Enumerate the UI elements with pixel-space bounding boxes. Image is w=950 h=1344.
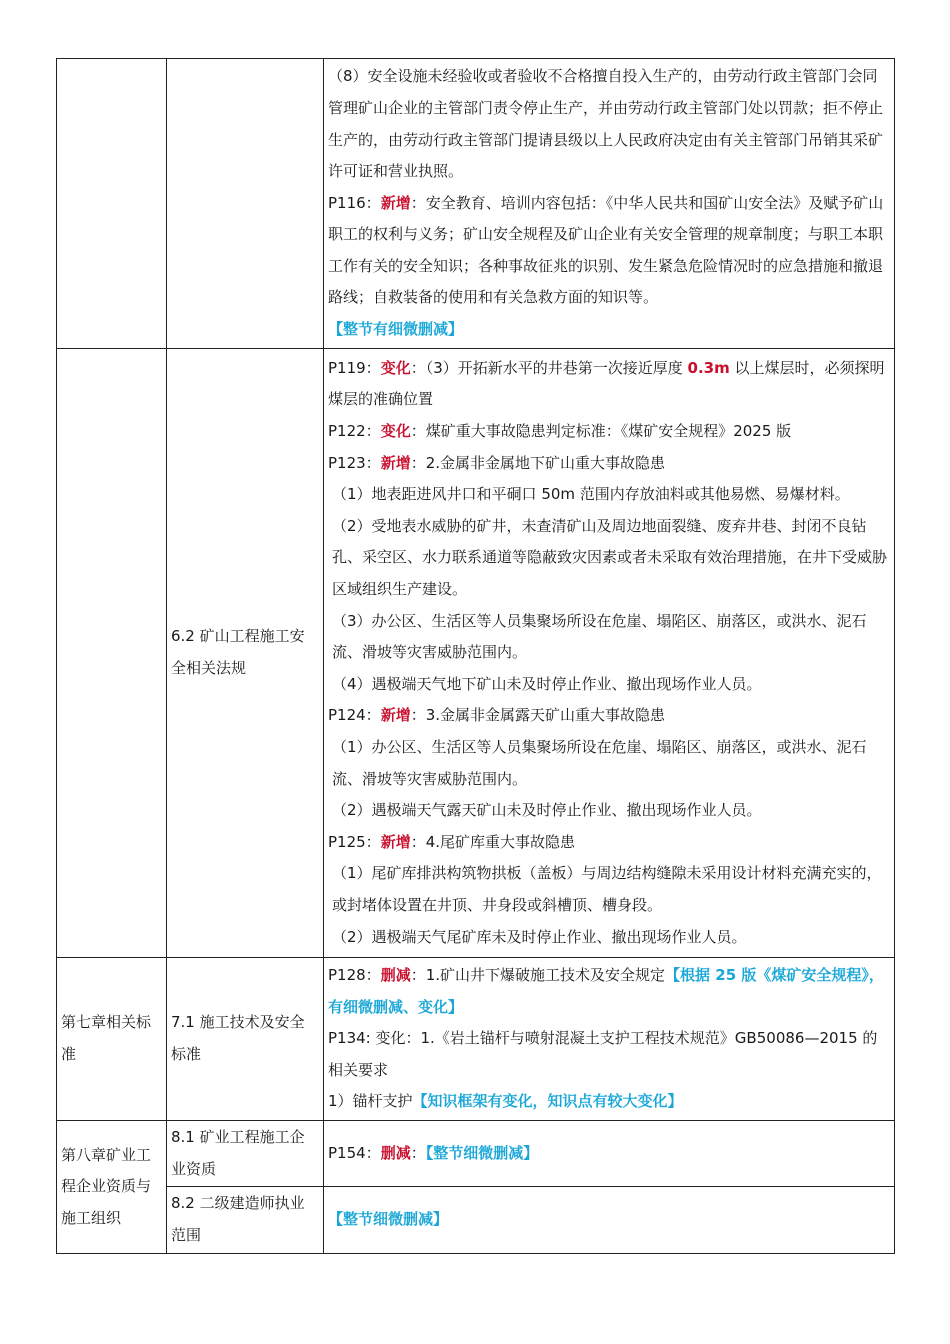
tag-added: 新增 bbox=[380, 453, 411, 472]
bolt-entry: 1）锚杆支护【知识框架有变化，知识点有较大变化】 bbox=[328, 1092, 683, 1111]
p119-entry: P119：变化：（3）开拓新水平的井巷第一次接近厚度 0.3m 以上煤层时，必须探明煤层的准确位置 bbox=[328, 358, 885, 409]
list-item: （1）办公区、生活区等人员集聚场所设在危崖、塌陷区、崩落区，或洪水、泥石流、滑坡等灾害威胁范围内。 bbox=[332, 737, 867, 788]
list-item: （3）办公区、生活区等人员集聚场所设在危崖、塌陷区、崩落区，或洪水、泥石流、滑坡等灾害威胁范围内。 bbox=[332, 611, 867, 662]
chapter-cell bbox=[57, 59, 167, 349]
p123-entry: P123：新增：2.金属非金属地下矿山重大事故隐患 bbox=[328, 453, 666, 472]
content-cell bbox=[324, 1121, 895, 1187]
content-cell bbox=[324, 958, 895, 1121]
p134-entry: P134: 变化：1.《岩土锚杆与喷射混凝土支护工程技术规范》GB50086—2015 的相关要求 bbox=[328, 1029, 878, 1079]
list-item: （1）地表距进风井口和平硐口 50m 范围内存放油料或其他易燃、易爆材料。 bbox=[332, 485, 850, 504]
list-item: （1）尾矿库排洪构筑物拱板（盖板）与周边结构缝隙未采用设计材料充满充实的，或封堵体设置在井顶、井身段或斜槽顶、槽身段。 bbox=[332, 864, 882, 914]
chapter-cell bbox=[57, 349, 167, 958]
tag-added: 新增 bbox=[380, 832, 411, 851]
note: 【整节细微删减】 bbox=[425, 1143, 539, 1162]
tag-added: 新增 bbox=[380, 193, 411, 212]
tag-added: 新增 bbox=[380, 706, 411, 725]
chapter-cell: 第八章矿业工程企业资质与施工组织 bbox=[57, 1121, 167, 1254]
content-cell bbox=[324, 349, 895, 958]
p125-entry: P125：新增：4.尾矿库重大事故隐患 bbox=[328, 832, 576, 851]
p116-entry: P116：新增：安全教育、培训内容包括：《中华人民共和国矿山安全法》及赋予矿山职工的权利与义务；矿山安全规程及矿山企业有关安全管理的规章制度；与职工本职工作有关的安全知识；各种事故征兆的识别、发生紧急危险情况时的应急措施和撤退路线；自救装备的使用和有关急救方面的知识等。 bbox=[328, 193, 884, 307]
tag-removed: 删减 bbox=[380, 966, 411, 985]
tag-changed: 变化 bbox=[380, 358, 411, 377]
content-cell bbox=[324, 1187, 895, 1254]
p128-entry: P128：删减：1.矿山井下爆破施工技术及安全规定【根据 25 版《煤矿安全规程》，有细微删减、变化】 bbox=[328, 966, 884, 1016]
section-cell: 6.2 矿山工程施工安全相关法规 bbox=[167, 349, 324, 958]
tag-removed: 删减 bbox=[380, 1143, 411, 1162]
note: 【知识框架有变化，知识点有较大变化】 bbox=[412, 1092, 683, 1111]
list-item: （4）遇极端天气地下矿山未及时停止作业、撤出现场作业人员。 bbox=[332, 674, 762, 693]
list-item: （2）遇极端天气露天矿山未及时停止作业、撤出现场作业人员。 bbox=[332, 801, 762, 820]
table-row bbox=[57, 958, 895, 1121]
p124-entry: P124：新增：3.金属非金属露天矿山重大事故隐患 bbox=[328, 706, 666, 725]
item-8-text: （8）安全设施未经验收或者验收不合格擅自投入生产的，由劳动行政主管部门会同管理矿山企业的主管部门责令停止生产，并由劳动行政主管部门处以罚款；拒不停止生产的，由劳动行政主管部门提请县级以上人民政府决定由有关主管部门吊销其采矿许可证和营业执照。 bbox=[328, 67, 884, 181]
table-row bbox=[57, 1187, 895, 1254]
table-row bbox=[57, 349, 895, 958]
table-row bbox=[57, 59, 895, 349]
note: 【根据 25 版《煤矿安全规程》，有细微删减、变化】 bbox=[328, 966, 884, 1016]
content-cell bbox=[324, 59, 895, 349]
section-cell: 8.1 矿业工程施工企业资质 bbox=[167, 1121, 324, 1187]
revision-table bbox=[56, 58, 895, 1254]
p122-entry: P122：变化：煤矿重大事故隐患判定标准：《煤矿安全规程》2025 版 bbox=[328, 422, 792, 441]
p154-entry: P154：删减：【整节细微删减】 bbox=[328, 1143, 539, 1162]
list-item: （2）遇极端天气尾矿库未及时停止作业、撤出现场作业人员。 bbox=[332, 927, 747, 946]
section-cell bbox=[167, 59, 324, 349]
list-item: （2）受地表水威胁的矿井，未查清矿山及周边地面裂缝、废弃井巷、封闭不良钻孔、采空区、水力联系通道等隐蔽致灾因素或者未采取有效治理措施，在井下受威胁区域组织生产建设。 bbox=[332, 516, 888, 599]
tag-changed: 变化 bbox=[380, 422, 411, 441]
section-cell: 8.2 二级建造师执业范围 bbox=[167, 1187, 324, 1254]
note: 【整节有细微删减】 bbox=[328, 320, 464, 339]
table-row bbox=[57, 1121, 895, 1187]
section-cell: 7.1 施工技术及安全标准 bbox=[167, 958, 324, 1121]
chapter-cell: 第七章相关标准 bbox=[57, 958, 167, 1121]
highlight-value: 0.3m bbox=[687, 358, 730, 377]
note: 【整节细微删减】 bbox=[328, 1210, 449, 1229]
